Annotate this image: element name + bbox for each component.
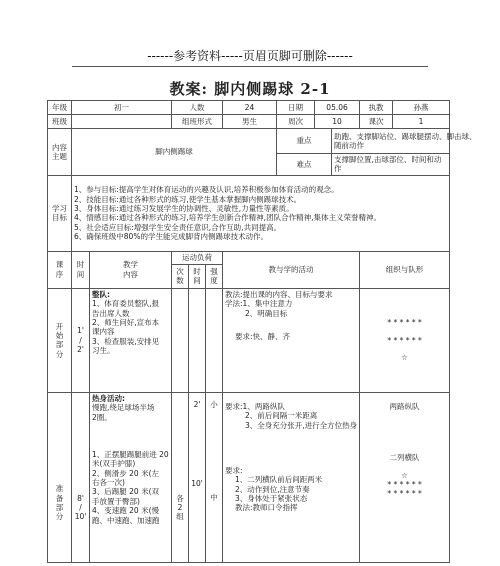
prep-label-char: 准 xyxy=(55,484,64,494)
prep-content-line: 右各一次) xyxy=(92,478,125,487)
prep-count-part: 组 xyxy=(176,512,184,522)
start-content-line: 课内容 xyxy=(92,327,115,337)
start-load-intensity xyxy=(206,288,223,392)
load-count-header-2: 数 xyxy=(176,276,184,286)
class-value xyxy=(72,115,172,129)
load-time-header-1: 时 xyxy=(193,266,201,276)
prep-activity-line: 要求: xyxy=(225,465,243,475)
difficulty-value: 支撑脚位置,击球部位、时间和动作 xyxy=(332,154,450,176)
load-count-header xyxy=(172,264,189,288)
prep-section-content xyxy=(90,392,172,562)
key-line-1: 助跑、支撑脚站位、踢球腿摆动、脚击球、 xyxy=(334,131,477,141)
prep-label-char: 部 xyxy=(55,503,64,512)
teacher-label: 执教 xyxy=(360,101,393,114)
prep-content-line: 米(双手护膝) xyxy=(92,459,136,469)
load-intensity-header xyxy=(206,264,223,288)
order-header xyxy=(48,251,72,288)
start-activity-line: 2、明确目标 xyxy=(245,308,288,318)
org-label: 组班形式 xyxy=(172,115,223,129)
formation-row: * * * * * * xyxy=(387,318,422,328)
time-header-1: 时 xyxy=(76,260,85,270)
week-label: 周次 xyxy=(277,115,315,128)
load-time-header-2: 间 xyxy=(193,276,201,286)
prep-section-time xyxy=(72,392,90,562)
lesson-label: 课次 xyxy=(360,115,393,128)
order-header-1: 课 xyxy=(55,260,64,270)
grade-label: 年级 xyxy=(48,101,72,115)
goal-item: 6、确保班级中80%的学生能完成脚背内侧踢球技术动作。 xyxy=(74,232,268,241)
start-content-line: 习生。 xyxy=(92,346,115,355)
header-divider xyxy=(72,66,428,67)
prep-load-intensity-value: 中 xyxy=(210,493,218,503)
prep-time-part: 8' xyxy=(77,493,84,503)
start-content-line: 1、体育委员整队,报 xyxy=(92,299,160,309)
formation-row: * * * * * * xyxy=(387,335,422,345)
start-label-char: 分 xyxy=(55,349,64,359)
content-value: 脚内侧踢球 xyxy=(72,129,277,176)
date-label: 日期 xyxy=(277,101,315,114)
activity-header: 教与学的活动 xyxy=(223,251,360,288)
start-content-line: 2、师生问好,宣布本 xyxy=(92,317,160,327)
prep-label-char: 分 xyxy=(55,512,64,522)
grade-value: 初一 xyxy=(72,101,172,115)
time-header-2: 间 xyxy=(76,269,85,279)
key-line-2: 随前动作 xyxy=(334,141,365,150)
warmup-activity-line: 要求:1、两路纵队 xyxy=(225,401,285,411)
goals-label xyxy=(48,175,72,251)
start-formation xyxy=(360,288,450,392)
prep-time-part: 10' xyxy=(74,512,87,522)
start-section-label xyxy=(48,288,72,392)
content-header-2: 内容 xyxy=(123,269,138,279)
prep-activity xyxy=(223,392,360,562)
info-right-1 xyxy=(277,101,360,115)
start-content-line: 3、检查服装,安排见 xyxy=(92,336,160,346)
key-value xyxy=(332,129,477,154)
info-right-2 xyxy=(277,115,360,129)
start-content-line: 告出席人数 xyxy=(92,308,130,318)
lesson-value: 1 xyxy=(418,117,424,126)
warmup-title: 热身活动: xyxy=(92,393,125,403)
page-header-text: ------参考资料-----页眉页脚可删除------ xyxy=(147,49,353,63)
prep-section-row xyxy=(48,392,450,562)
warmup-activity-line: 2、前后间隔一米距离 xyxy=(245,411,318,421)
load-intensity-header-1: 强 xyxy=(210,266,218,276)
prep-content-line: 跑、中速跑、加速跑 xyxy=(92,515,160,525)
class-label: 班级 xyxy=(48,115,72,129)
prep-load-time-value: 10' xyxy=(191,479,203,489)
prep-count-part: 2 xyxy=(177,503,183,512)
prep-content-line: 4、变速跑 20 米(慢 xyxy=(92,506,160,516)
prep-load-count xyxy=(172,392,189,562)
start-activity xyxy=(223,288,360,392)
load-time-header xyxy=(189,264,206,288)
prep-content-line: 手放置于臀部) xyxy=(92,496,140,506)
content-header-1: 教学 xyxy=(123,260,138,270)
start-activity-line: 教法:提出课的内容、目标与要求 xyxy=(225,289,333,299)
prep-content-line: 3、后踢腿 20 米(双 xyxy=(92,487,160,497)
order-header-2: 序 xyxy=(55,269,64,279)
teacher-cell xyxy=(360,101,450,115)
prep-activity-line: 1、二列横队前后间距两米 xyxy=(235,475,323,485)
warmup-load-intensity: 小 xyxy=(210,399,218,409)
teacher-star-icon: ☆ xyxy=(401,352,408,362)
prep-label-char: 备 xyxy=(55,493,64,503)
start-time-part: / xyxy=(79,335,82,345)
start-label-char: 开 xyxy=(55,321,64,331)
goals-label-2: 目标 xyxy=(52,213,67,223)
goal-item: 2、技能目标:通过各种形式的练习,使学生基本掌握脚内侧踢球技术。 xyxy=(74,194,302,204)
start-time-part: 2' xyxy=(77,344,84,354)
start-section-time xyxy=(72,288,90,392)
prep-load-time xyxy=(189,392,206,562)
organization-header: 组织与队形 xyxy=(360,251,450,288)
lesson-cell xyxy=(360,115,450,129)
info-row-1 xyxy=(48,101,450,115)
start-activity-line: 要求:快、静、齐 xyxy=(235,331,291,341)
goals-row xyxy=(48,175,450,251)
goals-label-1: 学习 xyxy=(52,203,67,213)
content-label xyxy=(48,129,72,176)
prep-time-part: / xyxy=(79,503,82,512)
start-label-char: 部 xyxy=(55,340,64,350)
prep-activity-line: 教法:教师口令指挥 xyxy=(235,503,298,513)
content-header xyxy=(90,251,172,288)
warmup-activity-line: 3、全身充分张开,进行全方位热身 xyxy=(245,420,358,430)
content-label-1: 内容 xyxy=(52,142,67,152)
count-value: 24 xyxy=(223,101,277,115)
goals-list xyxy=(72,175,450,251)
start-time-part: 1' xyxy=(77,326,84,336)
plan-header-row-1 xyxy=(48,251,450,264)
start-title: 整队: xyxy=(92,289,110,299)
date-value: 05.06 xyxy=(326,103,348,112)
prep-count-part: 各 xyxy=(176,493,184,503)
goal-item: 5、社会适应目标:增强学生安全责任意识,合作互助,共同提高。 xyxy=(74,222,282,232)
content-row-key xyxy=(48,129,450,154)
prep-content-line: 2、侧滑步 20 米(左 xyxy=(92,468,160,478)
teacher-value: 孙燕 xyxy=(413,103,429,112)
time-header xyxy=(72,251,90,288)
load-count-header-1: 次 xyxy=(176,266,184,276)
goal-item: 1、参与目标:提高学生对体育运动的兴趣及认识,培养积极参加体育活动的观念。 xyxy=(74,185,339,195)
prep-load-intensity xyxy=(206,392,223,562)
warmup-load-time: 2' xyxy=(193,399,201,409)
info-row-2 xyxy=(48,115,450,129)
prep-formation-label: 二列横队 xyxy=(389,453,420,463)
goal-item: 3、身体目标:通过练习发展学生的协调性、灵敏性,力量性等素质。 xyxy=(74,203,294,213)
prep-formation xyxy=(360,392,450,562)
key-label: 重点 xyxy=(277,129,332,154)
teacher-star-icon: ☆ xyxy=(401,470,408,480)
prep-section-label xyxy=(48,392,72,562)
prep-content-line: 1、正摆腿踢腿前进 20 xyxy=(92,449,169,459)
week-value: 10 xyxy=(332,117,342,126)
start-load-time xyxy=(189,288,206,392)
prep-activity-line: 2、动作到位,注意节奏 xyxy=(235,484,310,494)
org-value: 男生 xyxy=(223,115,277,129)
content-label-2: 主题 xyxy=(52,151,67,161)
warmup-line: 2圈。 xyxy=(92,412,112,422)
prep-activity-line: 3、身体处于紧张状态 xyxy=(235,494,308,503)
warmup-formation: 两路纵队 xyxy=(389,401,420,411)
start-load-count xyxy=(172,288,189,392)
goal-item: 4、情感目标:通过各种形式的练习,培养学生创新合作精神,团队合作精神,集体主义荣誉精神。 xyxy=(74,213,381,223)
load-intensity-header-2: 度 xyxy=(210,276,218,286)
lesson-title: 教案: 脚内侧踢球 2-1 xyxy=(169,80,331,98)
difficulty-label: 难点 xyxy=(277,154,332,176)
load-header: 运动负荷 xyxy=(172,251,223,264)
lesson-plan-table xyxy=(47,100,477,563)
start-section-content xyxy=(90,288,172,392)
start-activity-line: 学法:1、集中注意力 xyxy=(225,299,293,309)
formation-row: * * * * * * xyxy=(387,479,422,489)
warmup-line: 慢跑,绕足球场半场 xyxy=(92,403,155,413)
start-section-row xyxy=(48,288,450,392)
formation-row: * * * * * * xyxy=(387,489,422,499)
start-label-char: 始 xyxy=(55,330,64,340)
count-label: 人数 xyxy=(172,101,223,115)
